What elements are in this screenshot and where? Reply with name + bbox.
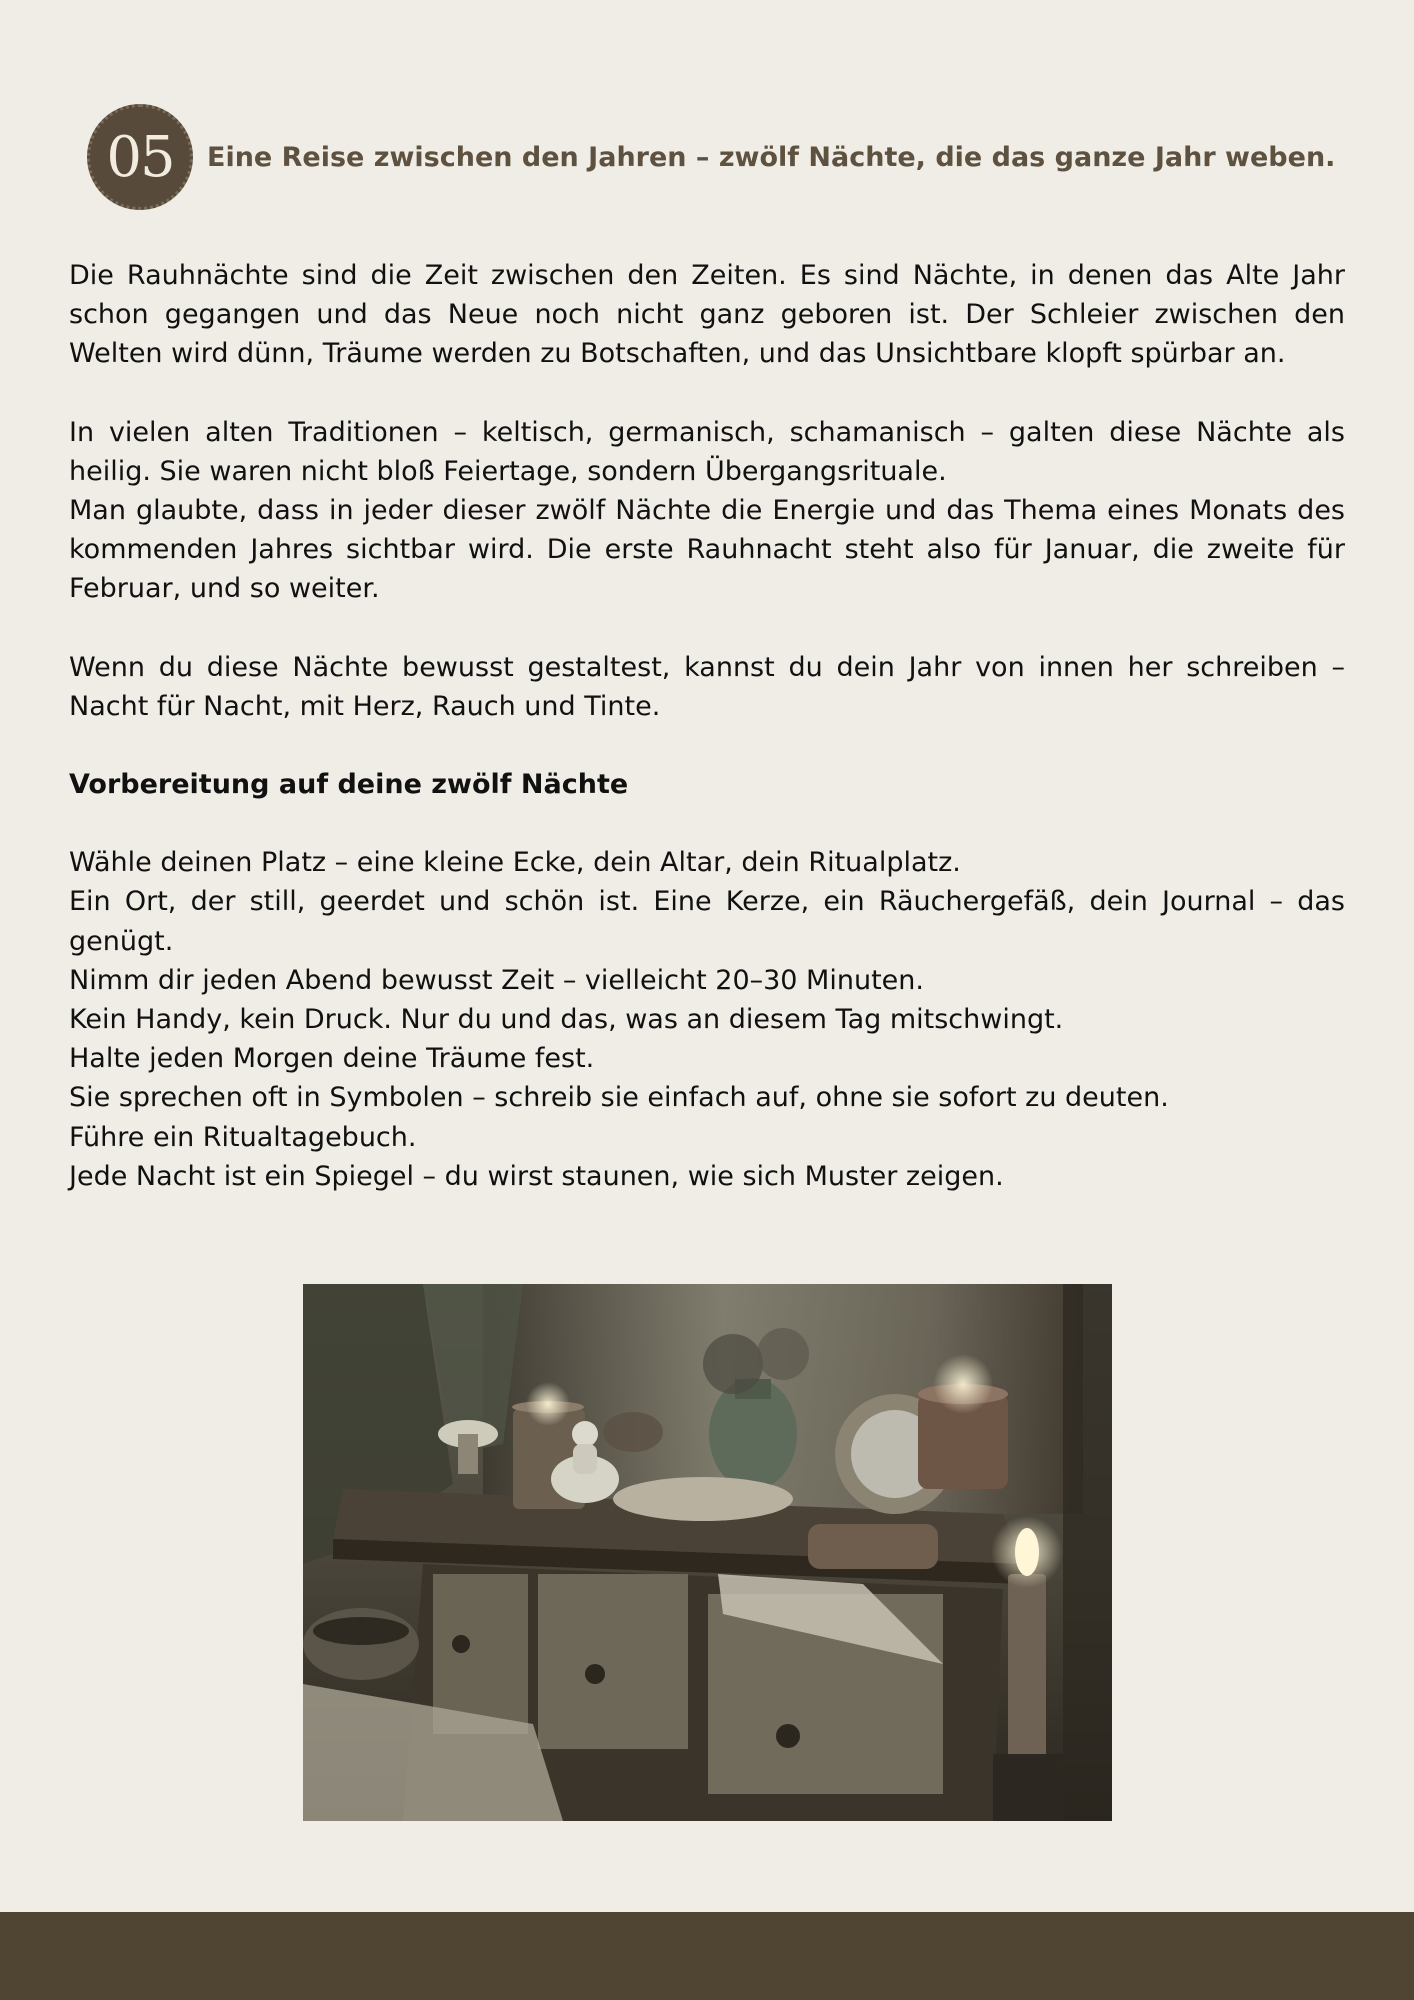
body-text [69, 256, 1345, 1196]
section-number-badge: 05 [87, 104, 193, 210]
section-title: Eine Reise zwischen den Jahren – zwölf Nächte, die das ganze Jahr weben. [207, 141, 1336, 173]
section-header [87, 104, 1335, 210]
footer-bar [0, 1912, 1414, 2000]
preparation-line: Ein Ort, der still, geerdet und schön ist. Eine Kerze, ein Räuchergefäß, dein Journal – das genügt. [69, 886, 1345, 957]
preparation-line: Nimm dir jeden Abend bewusst Zeit – vielleicht 20–30 Minuten. [69, 964, 924, 996]
preparation-line: Kein Handy, kein Druck. Nur du und das, was an diesem Tag mitschwingt. [69, 1004, 1064, 1036]
intro-paragraph: Man glaubte, dass in jeder dieser zwölf Nächte die Energie und das Thema eines Monats des kommenden Jahres sichtbar wird. Die erste Rauhnacht steht also für Januar, die zweite für Februar, und so weiter. [69, 495, 1345, 605]
intro-paragraph: Die Rauhnächte sind die Zeit zwischen den Zeiten. Es sind Nächte, in denen das Alte Jahr schon gegangen und das Neue noch nicht ganz geboren ist. Der Schleier zwischen den Welten wird dünn, Träume werden zu Botschaften, und das Unsichtbare klopft spürbar an. [69, 260, 1345, 370]
preparation-line: Sie sprechen oft in Symbolen – schreib sie einfach auf, ohne sie sofort zu deuten. [69, 1082, 1169, 1114]
intro-paragraph: Wenn du diese Nächte bewusst gestaltest, kannst du dein Jahr von innen her schreiben – Nacht für Nacht, mit Herz, Rauch und Tinte. [69, 651, 1345, 722]
preparation-line: Wähle deinen Platz – eine kleine Ecke, dein Altar, dein Ritualplatz. [69, 847, 961, 879]
section-heading: Vorbereitung auf deine zwölf Nächte [69, 769, 629, 801]
preparation-line: Halte jeden Morgen deine Träume fest. [69, 1043, 595, 1075]
preparation-line: Jede Nacht ist ein Spiegel – du wirst staunen, wie sich Muster zeigen. [69, 1160, 1004, 1192]
intro-paragraph: In vielen alten Traditionen – keltisch, germanisch, schamanisch – galten diese Nächte als heilig. Sie waren nicht bloß Feiertage, sondern Übergangsrituale. [69, 416, 1345, 487]
preparation-line: Führe ein Ritualtagebuch. [69, 1121, 417, 1153]
altar-photo [303, 1284, 1112, 1821]
